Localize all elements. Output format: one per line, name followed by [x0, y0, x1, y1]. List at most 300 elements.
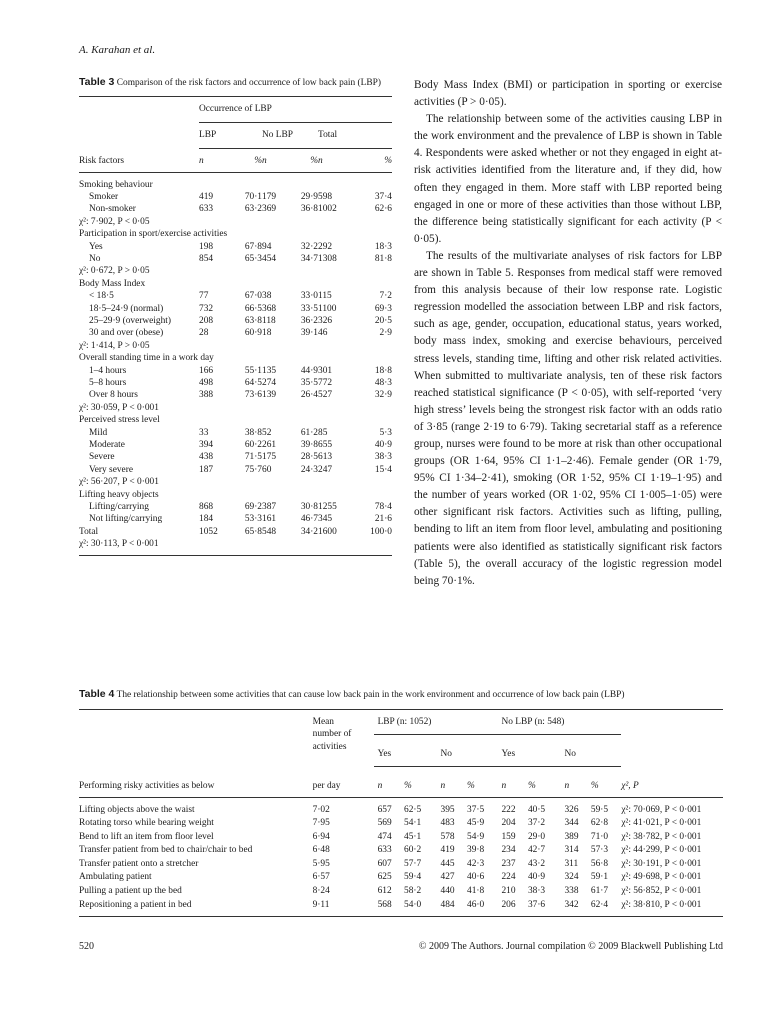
table-row [79, 377, 392, 389]
row-label: Yes [89, 241, 103, 252]
table-cell: 732 [199, 303, 214, 314]
table-cell: 548 [262, 526, 277, 537]
table-row [79, 315, 392, 327]
table-cell: 60·9 [244, 328, 262, 339]
row-label: Pulling a patient up the bed [79, 886, 182, 897]
table-cell: 139 [262, 390, 277, 401]
table-cell: 57·7 [404, 858, 422, 869]
table-cell: 38 [262, 291, 272, 302]
table-row [79, 476, 392, 488]
row-label: Transfer patient from bed to chair/chair to bed [79, 845, 253, 856]
table-cell: 37·5 [467, 804, 485, 815]
table-cell: 206 [501, 899, 516, 910]
stat-cell: χ²: 38·782, P < 0·001 [621, 831, 702, 842]
table-cell: 21·6 [374, 514, 392, 525]
sub-n: n [262, 155, 267, 166]
table-row [79, 538, 392, 550]
mean-cell: 7·02 [312, 804, 330, 815]
table-cell: 60·2 [404, 845, 422, 856]
table-cell: 45·1 [404, 831, 422, 842]
table-cell: 33 [199, 427, 209, 438]
nolbp-no: No [560, 748, 621, 767]
table-cell: 30·8 [300, 502, 318, 513]
table-cell: 1255 [318, 502, 337, 513]
table-cell: 324 [564, 872, 579, 883]
table-cell: 38·8 [244, 427, 262, 438]
row-label: 25–29·9 (overweight) [89, 315, 172, 326]
table-row [79, 365, 392, 377]
table-cell: 438 [199, 452, 214, 463]
table-cell: 63·2 [244, 204, 262, 215]
table-cell: 78·4 [374, 502, 392, 513]
table-cell: 633 [377, 845, 392, 856]
sub-n: n [199, 155, 204, 166]
table-cell: 62·4 [590, 899, 609, 910]
table-row [79, 439, 392, 451]
table-3-header [79, 97, 392, 168]
table-cell: 292 [318, 241, 333, 252]
table-cell: 46 [318, 328, 328, 339]
row-label: Rotating torso while bearing weight [79, 818, 214, 829]
table-cell: 59·1 [590, 872, 609, 883]
table-row [79, 451, 392, 463]
table-cell: 1600 [318, 526, 337, 537]
table-cell: 389 [564, 831, 579, 842]
table-row [79, 831, 723, 845]
table-cell: 527 [318, 390, 333, 401]
table-cell: 234 [501, 845, 516, 856]
table-cell: 184 [199, 514, 214, 525]
table-cell: 39·1 [300, 328, 318, 339]
table-cell: 43·2 [527, 858, 546, 869]
row-label: χ²: 0·672, P > 0·05 [79, 266, 150, 277]
table-cell: 344 [564, 818, 579, 829]
table-3-caption-text: Comparison of the risk factors and occurrence of low back pain (LBP) [116, 78, 381, 88]
row-label: Repositioning a patient in bed [79, 899, 192, 910]
table-cell: 208 [199, 315, 214, 326]
row-label: Not lifting/carrying [89, 514, 163, 525]
table-cell: 41·8 [467, 886, 485, 897]
lbp-no: No [437, 748, 498, 767]
table-cell: 69·2 [244, 502, 262, 513]
table-cell: 625 [377, 872, 392, 883]
table-cell: 40·5 [527, 804, 546, 815]
table-cell: 198 [199, 241, 214, 252]
row-label: Moderate [89, 440, 125, 451]
table-4 [79, 689, 723, 917]
table-cell: 33·0 [300, 291, 318, 302]
sub-n: n [440, 780, 446, 791]
table-cell: 59·5 [590, 804, 609, 815]
table-cell: 85 [318, 427, 328, 438]
sub-pct: % [590, 780, 599, 791]
table-cell: 65·3 [244, 253, 262, 264]
table-cell: 607 [377, 858, 392, 869]
sub-pct: % [404, 780, 412, 791]
table-cell: 15·4 [374, 464, 392, 475]
table-cell: 7·2 [379, 291, 392, 302]
stat-cell: χ²: 56·852, P < 0·001 [621, 886, 702, 897]
row-label: Ambulating patient [79, 872, 152, 883]
mean-cell: 9·11 [312, 899, 330, 910]
table-row [79, 290, 392, 302]
table-row [79, 858, 723, 872]
table-row [79, 241, 392, 253]
table-4-label: Table 4 [79, 688, 115, 700]
row-label: Lifting heavy objects [79, 489, 159, 500]
table-cell: 65·8 [244, 526, 262, 537]
table-cell: 388 [199, 390, 214, 401]
table-cell: 54·1 [404, 818, 422, 829]
table-row [79, 402, 392, 414]
col-group-total: Total [318, 129, 392, 149]
table-cell: 204 [501, 818, 516, 829]
mean-cell: 5·95 [312, 858, 330, 869]
row-label: Smoking behaviour [79, 179, 153, 190]
table-cell: 598 [318, 191, 333, 202]
table-cell: 115 [318, 291, 332, 302]
table-cell: 419 [440, 845, 455, 856]
table-3-caption [79, 77, 392, 90]
row-label: Total [79, 526, 99, 537]
table-cell: 33·5 [300, 303, 318, 314]
table-cell: 326 [318, 315, 333, 326]
table-cell: 54·9 [467, 831, 485, 842]
table-cell: 36·2 [300, 315, 318, 326]
table-cell: 445 [440, 858, 455, 869]
table-cell: 1052 [199, 526, 218, 537]
col-group-lbp: LBP [199, 129, 262, 149]
row-label: Very severe [89, 464, 133, 475]
table-cell: 655 [318, 440, 333, 451]
bottom-rule [79, 916, 723, 917]
table-cell: 419 [199, 191, 214, 202]
mean-cell: 8·24 [312, 886, 330, 897]
table-cell: 222 [501, 804, 516, 815]
table-cell: 1100 [318, 303, 337, 314]
table-cell: 1308 [318, 253, 337, 264]
table-row [79, 203, 392, 215]
table-cell: 64·5 [244, 378, 262, 388]
table-cell: 45·9 [467, 818, 485, 829]
stat-cell: χ²: 41·021, P < 0·001 [621, 818, 702, 829]
mean-header-line: number of [312, 729, 352, 740]
table-cell: 71·0 [590, 831, 609, 842]
table-cell: 46·0 [467, 899, 485, 910]
table-cell: 18·3 [374, 241, 392, 252]
table-row [79, 265, 392, 277]
table-cell: 166 [199, 365, 214, 376]
table-row [79, 216, 392, 228]
stat-cell: χ²: 70·069, P < 0·001 [621, 804, 702, 815]
table-4-caption-text: The relationship between some activities that can cause low back pain in the work environment and occurrence of low back pain (LBP) [116, 690, 625, 700]
table-row [79, 844, 723, 858]
lbp-yes: Yes [374, 748, 437, 767]
table-cell: 314 [564, 845, 579, 856]
table-cell: 62·5 [404, 804, 422, 815]
table-cell: 24·3 [300, 464, 318, 475]
running-head: A. Karahan et al. [79, 44, 156, 56]
table-cell: 29·0 [527, 831, 546, 842]
table-cell: 54·0 [404, 899, 422, 910]
table-row [79, 427, 392, 439]
table-cell: 42·7 [527, 845, 546, 856]
table-cell: 394 [199, 440, 214, 451]
table-row [79, 389, 392, 401]
table-cell: 46·7 [300, 514, 318, 525]
table-cell: 247 [318, 464, 333, 475]
table-cell: 40·9 [374, 440, 392, 451]
table-cell: 301 [318, 365, 333, 376]
header-rule [79, 797, 723, 798]
table-cell: 40·9 [527, 872, 546, 883]
table-cell: 868 [199, 502, 214, 513]
table-cell: 66·5 [244, 303, 262, 314]
sub-pct: % [384, 155, 392, 166]
table-cell: 81·8 [374, 253, 392, 264]
table-row [79, 228, 392, 240]
table-cell: 60 [262, 464, 272, 475]
table-cell: 29·9 [300, 191, 318, 202]
table-cell: 5·3 [379, 427, 392, 438]
table-cell: 633 [199, 204, 214, 215]
table-row [79, 278, 392, 290]
copyright: © 2009 The Authors. Journal compilation © 2009 Blackwell Publishing Ltd [418, 941, 723, 952]
table-cell: 159 [501, 831, 516, 842]
table-cell: 369 [262, 204, 277, 215]
table-cell: 32·2 [300, 241, 318, 252]
table-row [79, 179, 392, 191]
table-row [79, 253, 392, 265]
col-group-no-lbp: No LBP [262, 129, 318, 149]
table-row [79, 340, 392, 352]
table-cell: 578 [440, 831, 455, 842]
table-row [79, 191, 392, 203]
table-cell: 67·0 [244, 291, 262, 302]
table-cell: 62·8 [590, 818, 609, 829]
table-cell: 2·9 [379, 328, 392, 339]
table-4-caption [79, 689, 723, 702]
table-cell: 57·3 [590, 845, 609, 856]
table-cell: 395 [440, 804, 455, 815]
occurrence-header: Occurrence of LBP [199, 103, 392, 123]
row-label: 1–4 hours [89, 365, 127, 376]
table-cell: 60·2 [244, 440, 262, 451]
row-label: Severe [89, 452, 115, 463]
table-cell: 53·3 [244, 514, 262, 525]
row-header: Risk factors [79, 155, 125, 166]
table-cell: 210 [501, 886, 516, 897]
table-cell: 237 [501, 858, 516, 869]
table-cell: 55·1 [244, 365, 262, 376]
table-cell: 179 [262, 191, 277, 202]
table-cell: 18 [262, 328, 272, 339]
mean-cell: 6·57 [312, 872, 330, 883]
row-label: Transfer patient onto a stretcher [79, 858, 199, 869]
group-lbp: LBP (n: 1052) [374, 716, 498, 735]
table-cell: 32·9 [374, 390, 392, 401]
table-cell: 338 [564, 886, 579, 897]
table-cell: 61·7 [590, 886, 609, 897]
row-label: Smoker [89, 191, 119, 202]
group-no-lbp: No LBP (n: 548) [497, 716, 621, 735]
table-row [79, 489, 392, 501]
table-cell: 612 [377, 886, 392, 897]
table-cell: 28·5 [300, 452, 318, 463]
table-cell: 28 [199, 328, 209, 339]
row-label: Non-smoker [89, 204, 136, 215]
table-cell: 498 [199, 378, 214, 388]
row-header: Performing risky activities as below [79, 780, 215, 791]
table-row [79, 817, 723, 831]
table-cell: 427 [440, 872, 455, 883]
table-cell: 61·2 [300, 427, 318, 438]
table-3-body [79, 179, 392, 556]
table-cell: 75·7 [244, 464, 262, 475]
table-3 [79, 77, 392, 556]
row-label: 5–8 hours [89, 378, 127, 388]
table-cell: 474 [377, 831, 392, 842]
table-row [79, 464, 392, 476]
table-4-body [79, 804, 723, 913]
table-cell: 175 [262, 452, 277, 463]
sub-pct: % [527, 780, 536, 791]
row-label: Participation in sport/exercise activities [79, 229, 228, 240]
sub-pct: % [310, 155, 318, 166]
row-label: Lifting objects above the waist [79, 804, 195, 815]
table-row [79, 513, 392, 525]
table-cell: 326 [564, 804, 579, 815]
table-cell: 59·4 [404, 872, 422, 883]
row-label: Lifting/carrying [89, 502, 149, 513]
table-cell: 35·5 [300, 378, 318, 388]
page-number: 520 [79, 941, 94, 952]
table-4-header [79, 710, 723, 793]
mean-cell: 6·94 [312, 831, 330, 842]
row-label: χ²: 56·207, P < 0·001 [79, 477, 159, 488]
table-cell: 69·3 [374, 303, 392, 314]
table-cell: 56·8 [590, 858, 609, 869]
row-label: Mild [89, 427, 108, 438]
table-cell: 34·7 [300, 253, 318, 264]
table-cell: 77 [199, 291, 209, 302]
table-row [79, 414, 392, 426]
table-cell: 73·6 [244, 390, 262, 401]
table-row [79, 526, 392, 538]
table-cell: 187 [199, 464, 214, 475]
table-cell: 62·6 [374, 204, 392, 215]
table-cell: 1002 [318, 204, 337, 215]
table-cell: 94 [262, 241, 272, 252]
row-label: Body Mass Index [79, 278, 146, 289]
table-cell: 70·1 [244, 191, 262, 202]
sub-n: n [377, 780, 383, 791]
row-label: Bend to lift an item from floor level [79, 831, 214, 842]
table-row [79, 804, 723, 818]
table-cell: 772 [318, 378, 333, 388]
table-cell: 135 [262, 365, 277, 376]
sub-n: n [564, 780, 570, 791]
mean-header-line: per day [312, 780, 341, 791]
table-3-label: Table 3 [79, 76, 115, 88]
sub-pct: % [467, 780, 475, 791]
row-label: χ²: 30·059, P < 0·001 [79, 402, 159, 413]
table-cell: 224 [501, 872, 516, 883]
header-rule [79, 172, 392, 173]
body-text [414, 77, 722, 590]
row-label: 30 and over (obese) [89, 328, 164, 339]
table-cell: 38·3 [374, 452, 392, 463]
table-cell: 26·4 [300, 390, 318, 401]
table-cell: 311 [564, 858, 579, 869]
stat-cell: χ²: 38·810, P < 0·001 [621, 899, 702, 910]
table-cell: 42·3 [467, 858, 485, 869]
table-row [79, 899, 723, 913]
table-cell: 274 [262, 378, 277, 388]
row-label: < 18·5 [89, 291, 114, 302]
table-cell: 18·8 [374, 365, 392, 376]
table-row [79, 327, 392, 339]
table-cell: 67·8 [244, 241, 262, 252]
table-cell: 613 [318, 452, 333, 463]
body-paragraph: Body Mass Index (BMI) or participation in sporting or exercise activities (P > 0·05). [414, 79, 722, 109]
table-cell: 387 [262, 502, 277, 513]
table-row [79, 303, 392, 315]
table-cell: 345 [318, 514, 333, 525]
sub-n: n [501, 780, 507, 791]
sub-pct: % [254, 155, 262, 166]
table-cell: 37·4 [374, 191, 392, 202]
table-cell: 58·2 [404, 886, 422, 897]
row-label: 18·5–24·9 (normal) [89, 303, 164, 314]
table-cell: 483 [440, 818, 455, 829]
table-cell: 261 [262, 440, 277, 451]
stat-cell: χ²: 30·191, P < 0·001 [621, 858, 702, 869]
nolbp-yes: Yes [497, 748, 560, 767]
row-label: χ²: 30·113, P < 0·001 [79, 539, 159, 550]
table-cell: 854 [199, 253, 214, 264]
stat-header: χ², P [621, 780, 639, 791]
mean-cell: 7·95 [312, 818, 330, 829]
table-cell: 63·8 [244, 315, 262, 326]
table-cell: 368 [262, 303, 277, 314]
table-cell: 100·0 [370, 526, 392, 537]
row-label: Overall standing time in a work day [79, 353, 214, 364]
stat-cell: χ²: 49·698, P < 0·001 [621, 872, 702, 883]
table-cell: 36·8 [300, 204, 318, 215]
row-label: χ²: 1·414, P > 0·05 [79, 340, 150, 351]
stat-cell: χ²: 44·299, P < 0·001 [621, 845, 702, 856]
table-cell: 484 [440, 899, 455, 910]
row-label: Perceived stress level [79, 415, 160, 426]
row-label: Over 8 hours [89, 390, 138, 401]
table-cell: 48·3 [374, 378, 392, 388]
table-cell: 38·3 [527, 886, 546, 897]
table-cell: 44·9 [300, 365, 318, 376]
table-cell: 39·8 [300, 440, 318, 451]
table-cell: 657 [377, 804, 392, 815]
table-cell: 20·5 [374, 315, 392, 326]
body-paragraph: The results of the multivariate analyses of risk factors for LBP are shown in Table 5. Responses from medical staff were removed from this analysis because of their low response rate. Logistic regression modelled the association between LBP and risk factors, such as age, gender, occupation, educational status, years worked, body mass index, smoking and exercise behaviours, perceived stress levels, standing time, lifting and other risk related activities. When submitted to multivariate analysis, ten of these risk factors reached statistical significance (P < 0·05), with self-reported ‘very high stress’ levels being the strongest risk factor with an odds ratio of 3·85 (range 2·19 to 6·79). Taking secretarial staff as a reference group, nurses were found to be more at risk than other occupational groups (OR 1·64, 95% CI 1·1–2·46). Female gender (OR 1·79, 95% CI 1·34–2·41), smoking (OR 1·52, 95% CI 1·19–1·95) and the number of years worked (OR 1·02, 95% CI 1·005–1·05) were other significant risk factors. Activities such as lifting, pulling, bending to lift an item from floor level, ambulating and positioning patients were also identified as statistically significant risk factors (Table 5), the overall accuracy of the logistic regression model being 70·1%. [414, 249, 722, 587]
table-cell: 568 [377, 899, 392, 910]
table-cell: 454 [262, 253, 277, 264]
row-label: No [89, 253, 101, 264]
mean-header-line: Mean [312, 716, 334, 727]
table-cell: 37·2 [527, 818, 546, 829]
table-cell: 71·5 [244, 452, 262, 463]
table-cell: 39·8 [467, 845, 485, 856]
table-row [79, 885, 723, 899]
